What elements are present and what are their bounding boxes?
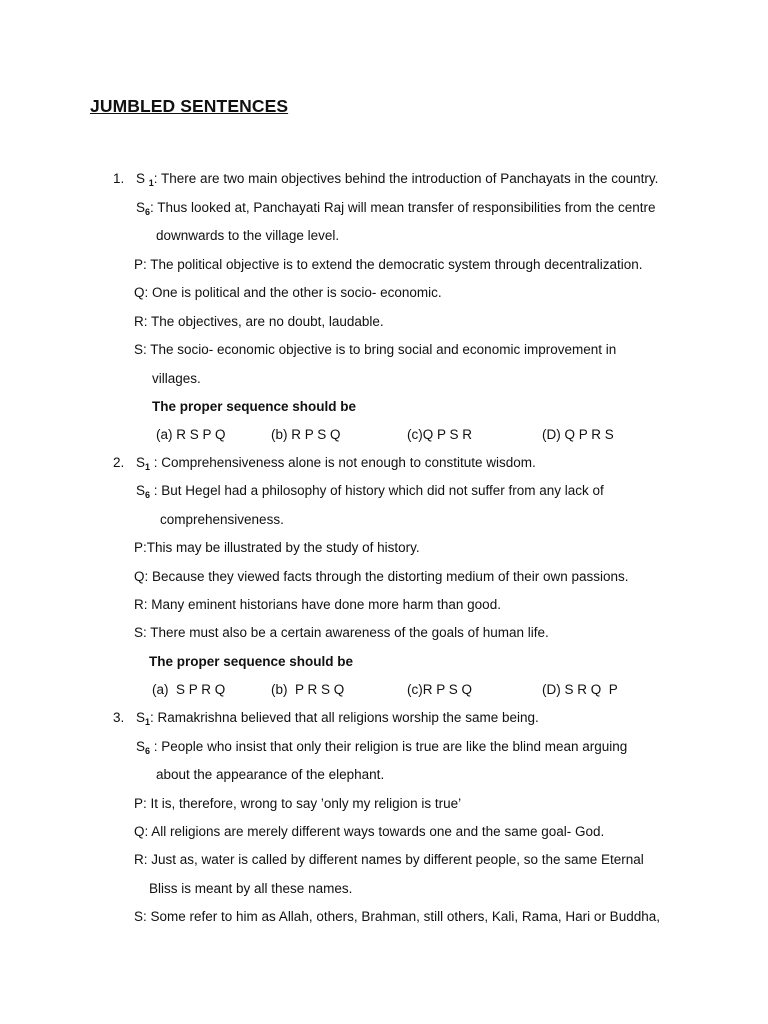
- sentence-s6: $S_6$ : People who insist that only their religion is true are like the blind mean arguing: [136, 739, 628, 756]
- sentence-s6-continuation: about the appearance of the elephant.: [156, 767, 385, 782]
- sentence-s: S: There must also be a certain awareness of the goals of human life.: [134, 625, 549, 640]
- question-number: 1.: [113, 171, 125, 186]
- sentence-p: P: It is, therefore, wrong to say ’only my religion is true’: [134, 796, 462, 811]
- sentence-r: R: Many eminent historians have done more harm than good.: [134, 597, 501, 612]
- option-a: (a) R S P Q: [156, 427, 226, 442]
- sentence-r: R: Just as, water is called by different names by different people, so the same Eternal: [134, 852, 644, 867]
- option-d: (D) S R Q P: [542, 682, 618, 697]
- sentence-r: R: The objectives, are no doubt, laudable.: [134, 314, 384, 329]
- option-a: (a) S P R Q: [152, 682, 226, 697]
- option-b: (b) P R S Q: [271, 682, 345, 697]
- option-d: (D) Q P R S: [542, 427, 614, 442]
- question-number: 2.: [113, 455, 125, 470]
- document-title: JUMBLED SENTENCES: [90, 96, 289, 116]
- option-b: (b) R P S Q: [271, 427, 341, 442]
- sentence-s: S: The socio- economic objective is to bring social and economic improvement in: [134, 342, 617, 357]
- sentence-q: Q: One is political and the other is socio- economic.: [134, 285, 442, 300]
- option-c: (c)R P S Q: [407, 682, 473, 697]
- sentence-s: S: Some refer to him as Allah, others, Brahman, still others, Kali, Rama, Hari or Buddha,: [134, 909, 660, 924]
- sentence-q: Q: All religions are merely different ways towards one and the same goal- God.: [134, 824, 605, 839]
- sentence-s6: $S_6$ : But Hegel had a philosophy of history which did not suffer from any lack of: [136, 483, 604, 500]
- sentence-p: P:This may be illustrated by the study of history.: [134, 540, 420, 555]
- sentence-s1: S $_1$: There are two main objectives behind the introduction of Panchayats in the country.: [136, 171, 659, 188]
- sentence-r-continuation: Bliss is meant by all these names.: [149, 881, 353, 896]
- sentence-s1: $S_1$: Ramakrishna believed that all religions worship the same being.: [136, 710, 539, 727]
- sentence-s6-continuation: downwards to the village level.: [156, 228, 340, 243]
- sequence-prompt: The proper sequence should be: [152, 399, 357, 414]
- sentence-s-continuation: villages.: [152, 371, 201, 386]
- question-number: 3.: [113, 710, 125, 725]
- sentence-q: Q: Because they viewed facts through the distorting medium of their own passions.: [134, 569, 629, 584]
- sentence-s6-continuation: comprehensiveness.: [160, 512, 284, 527]
- option-c: (c)Q P S R: [407, 427, 473, 442]
- sentence-s1: $S_1$ : Comprehensiveness alone is not enough to constitute wisdom.: [136, 455, 536, 472]
- sentence-s6: $S_6$: Thus looked at, Panchayati Raj will mean transfer of responsibilities from the centre: [136, 200, 656, 217]
- sentence-p: P: The political objective is to extend the democratic system through decentralization.: [134, 257, 643, 272]
- sequence-prompt: The proper sequence should be: [149, 654, 354, 669]
